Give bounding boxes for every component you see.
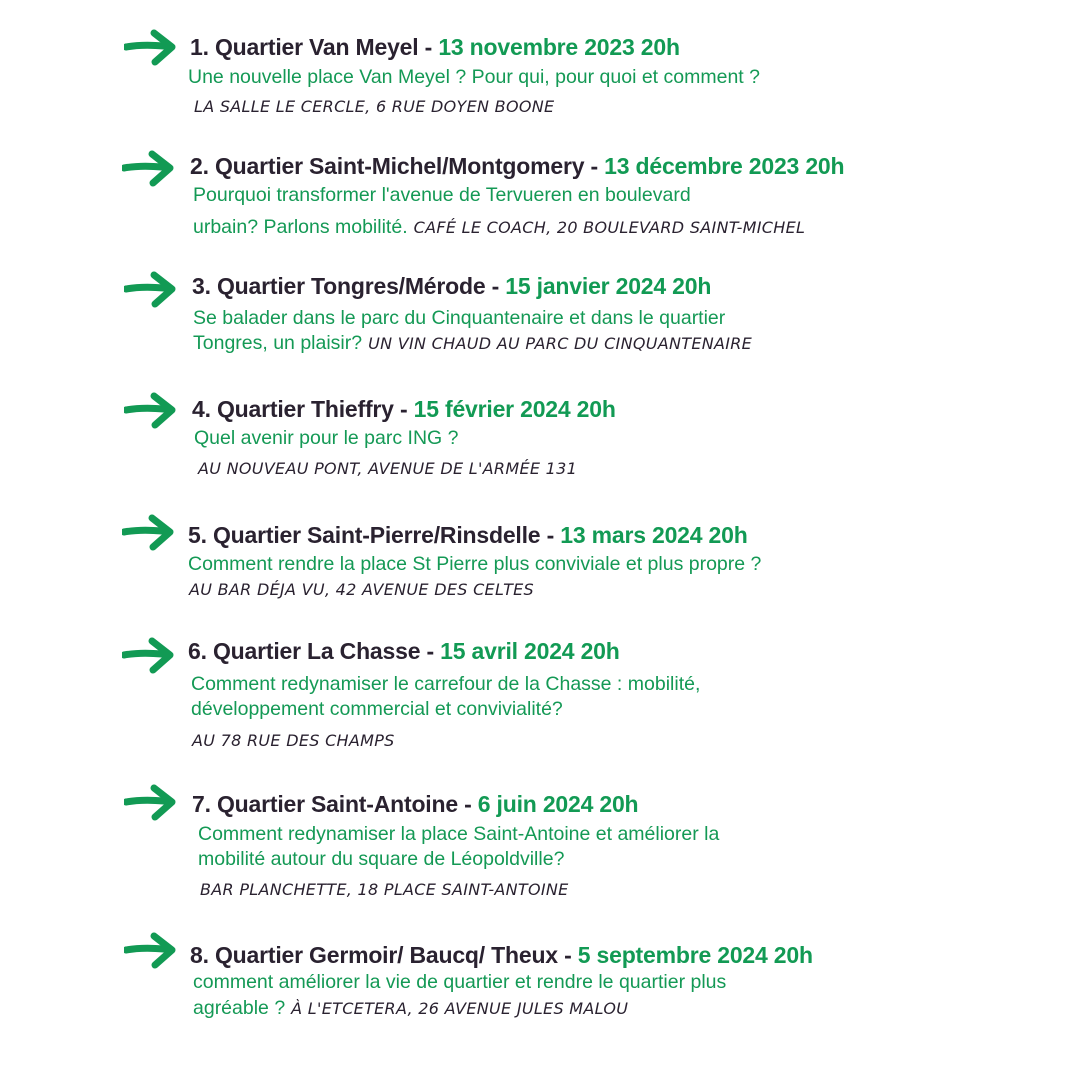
event-question: Pourquoi transformer l'avenue de Tervueren en boulevard (193, 184, 691, 206)
event-question: Quel avenir pour le parc ING ? (194, 427, 459, 449)
event-title: 3. Quartier Tongres/Mérode - 15 janvier 2024 20h (192, 273, 712, 299)
event-date: 13 décembre 2023 20h (604, 153, 845, 179)
event-question: mobilité autour du square de Léopoldville? (198, 848, 565, 870)
event-question: Une nouvelle place Van Meyel ? Pour qui, pour quoi et comment ? (188, 66, 760, 88)
event-date: 13 mars 2024 20h (560, 522, 748, 548)
event-location: À L'ETCETERA, 26 AVENUE JULES MALOU (291, 999, 629, 1018)
event-question: développement commercial et convivialité? (191, 698, 563, 720)
arrow-icon (124, 270, 180, 310)
event-question: Comment redynamiser le carrefour de la Chasse : mobilité, (191, 673, 701, 695)
event-date: 6 juin 2024 20h (477, 791, 639, 817)
event-location: BAR PLANCHETTE, 18 PLACE SAINT-ANTOINE (200, 880, 569, 899)
event-title: 4. Quartier Thieffry - 15 février 2024 20h (192, 396, 616, 422)
event-location: LA SALLE LE CERCLE, 6 RUE DOYEN BOONE (194, 97, 555, 116)
event-date: 13 novembre 2023 20h (438, 34, 680, 60)
arrow-icon (122, 513, 178, 553)
event-location: AU 78 RUE DES CHAMPS (192, 731, 395, 750)
event-date: 5 septembre 2024 20h (577, 942, 813, 968)
event-location: AU BAR DÉJA VU, 42 AVENUE DES CELTES (189, 580, 535, 599)
event-title: 2. Quartier Saint-Michel/Montgomery - 13 décembre 2023 20h (190, 153, 845, 179)
event-title: 7. Quartier Saint-Antoine - 6 juin 2024 20h (192, 791, 639, 817)
event-question: urbain? Parlons mobilité. CAFÉ LE COACH, 20 BOULEVARD SAINT-MICHEL (193, 216, 806, 238)
arrow-icon (122, 149, 178, 189)
event-title: 8. Quartier Germoir/ Baucq/ Theux - 5 septembre 2024 20h (190, 942, 813, 968)
arrow-icon (124, 28, 180, 68)
arrow-icon (122, 636, 178, 676)
event-location: AU NOUVEAU PONT, AVENUE DE L'ARMÉE 131 (198, 459, 578, 478)
arrow-icon (124, 931, 180, 971)
event-question: agréable ? À L'ETCETERA, 26 AVENUE JULES MALOU (193, 997, 629, 1019)
event-question: Se balader dans le parc du Cinquantenaire et dans le quartier (193, 307, 726, 329)
event-question: Comment rendre la place St Pierre plus conviviale et plus propre ? (188, 553, 762, 575)
event-date: 15 avril 2024 20h (440, 638, 620, 664)
event-question: comment améliorer la vie de quartier et rendre le quartier plus (193, 971, 727, 993)
arrow-icon (124, 391, 180, 431)
event-question: Comment redynamiser la place Saint-Antoine et améliorer la (198, 823, 720, 845)
event-title: 1. Quartier Van Meyel - 13 novembre 2023 20h (190, 34, 680, 60)
event-question: Tongres, un plaisir? UN VIN CHAUD AU PARC DU CINQUANTENAIRE (193, 332, 753, 354)
event-date: 15 janvier 2024 20h (505, 273, 712, 299)
event-date: 15 février 2024 20h (413, 396, 616, 422)
event-location: CAFÉ LE COACH, 20 BOULEVARD SAINT-MICHEL (413, 218, 806, 237)
event-title: 5. Quartier Saint-Pierre/Rinsdelle - 13 mars 2024 20h (188, 522, 748, 548)
event-location: UN VIN CHAUD AU PARC DU CINQUANTENAIRE (368, 334, 753, 353)
arrow-icon (124, 783, 180, 823)
event-title: 6. Quartier La Chasse - 15 avril 2024 20h (188, 638, 620, 664)
